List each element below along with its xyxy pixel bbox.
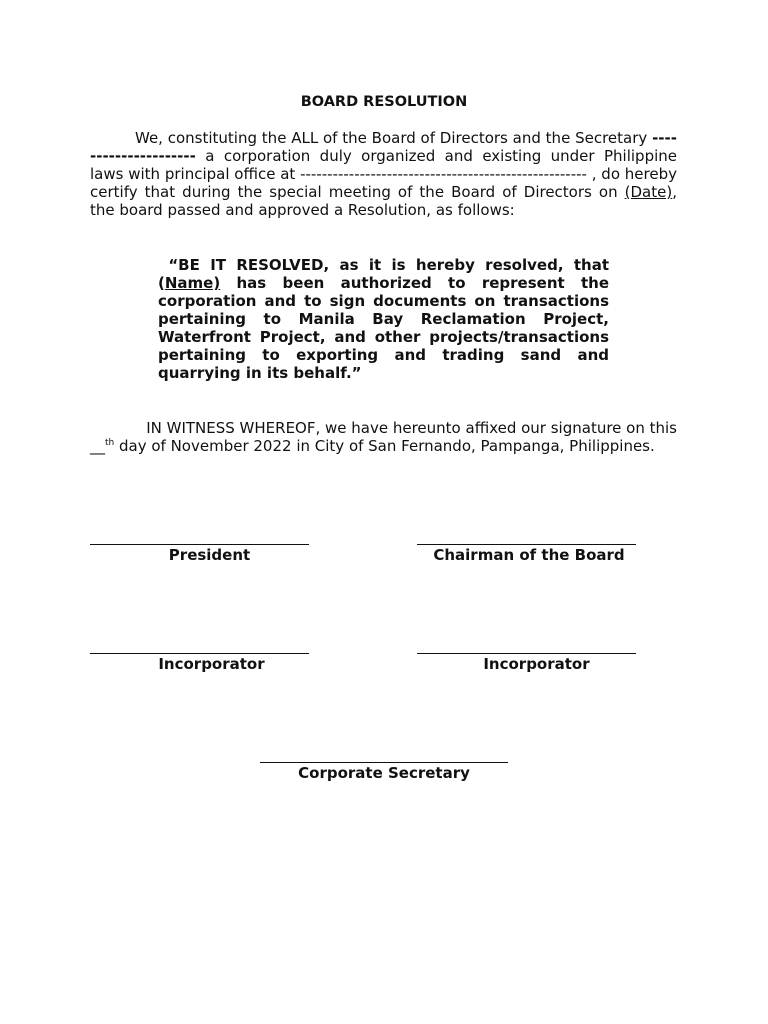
chairman-label: Chairman of the Board [433,546,625,564]
chairman-signature-line [417,544,636,545]
incorporator-right-label: Incorporator [483,655,590,673]
resolution-text-2: has been authorized to represent the corporation and to sign documents on transactions pertaining to Manila Bay Reclamation Project, Waterfront Project, and other projects/transactions pertaining to exporting and trading sand and quarrying in its behalf.” [158,274,609,382]
witness-line-1: IN WITNESS WHEREOF, we have hereunto affixed our signature on this [146,419,677,437]
president-signature-line [90,544,309,545]
meeting-date-placeholder: (Date) [624,183,673,201]
document-title: BOARD RESOLUTION [300,94,468,110]
witness-line-2-text: day of November 2022 in City of San Fernando, Pampanga, Philippines. [114,437,655,455]
intro-dashes: --------------------- [90,129,677,165]
authorized-name-placeholder: Name) [164,274,221,292]
secretary-label: Corporate Secretary [298,764,470,782]
resolution-clause [158,256,609,382]
incorporator-left-label: Incorporator [158,655,265,673]
incorporator-right-signature-line [417,653,636,654]
president-label: President [168,546,251,564]
intro-text-1: We, constituting the ALL of the Board of Directors and the Secretary [135,129,648,147]
resolution-text-1: “BE IT RESOLVED, as it is hereby resolved, that ( [158,256,609,292]
intro-paragraph [90,129,677,219]
secretary-signature-line [260,762,508,763]
intro-text-3: , the board passed and approved a Resolution, as follows: [90,183,677,219]
witness-line-2 [90,437,677,455]
witness-paragraph [90,419,677,455]
day-suffix: th [105,438,115,448]
day-blank: __ [90,437,105,455]
intro-text-2: a corporation duly organized and existing under Philippine laws with principal office at ----------------------------------------------------- , do hereby certify that during the special meeting of the Board of Directors on [90,147,677,201]
incorporator-left-signature-line [90,653,309,654]
